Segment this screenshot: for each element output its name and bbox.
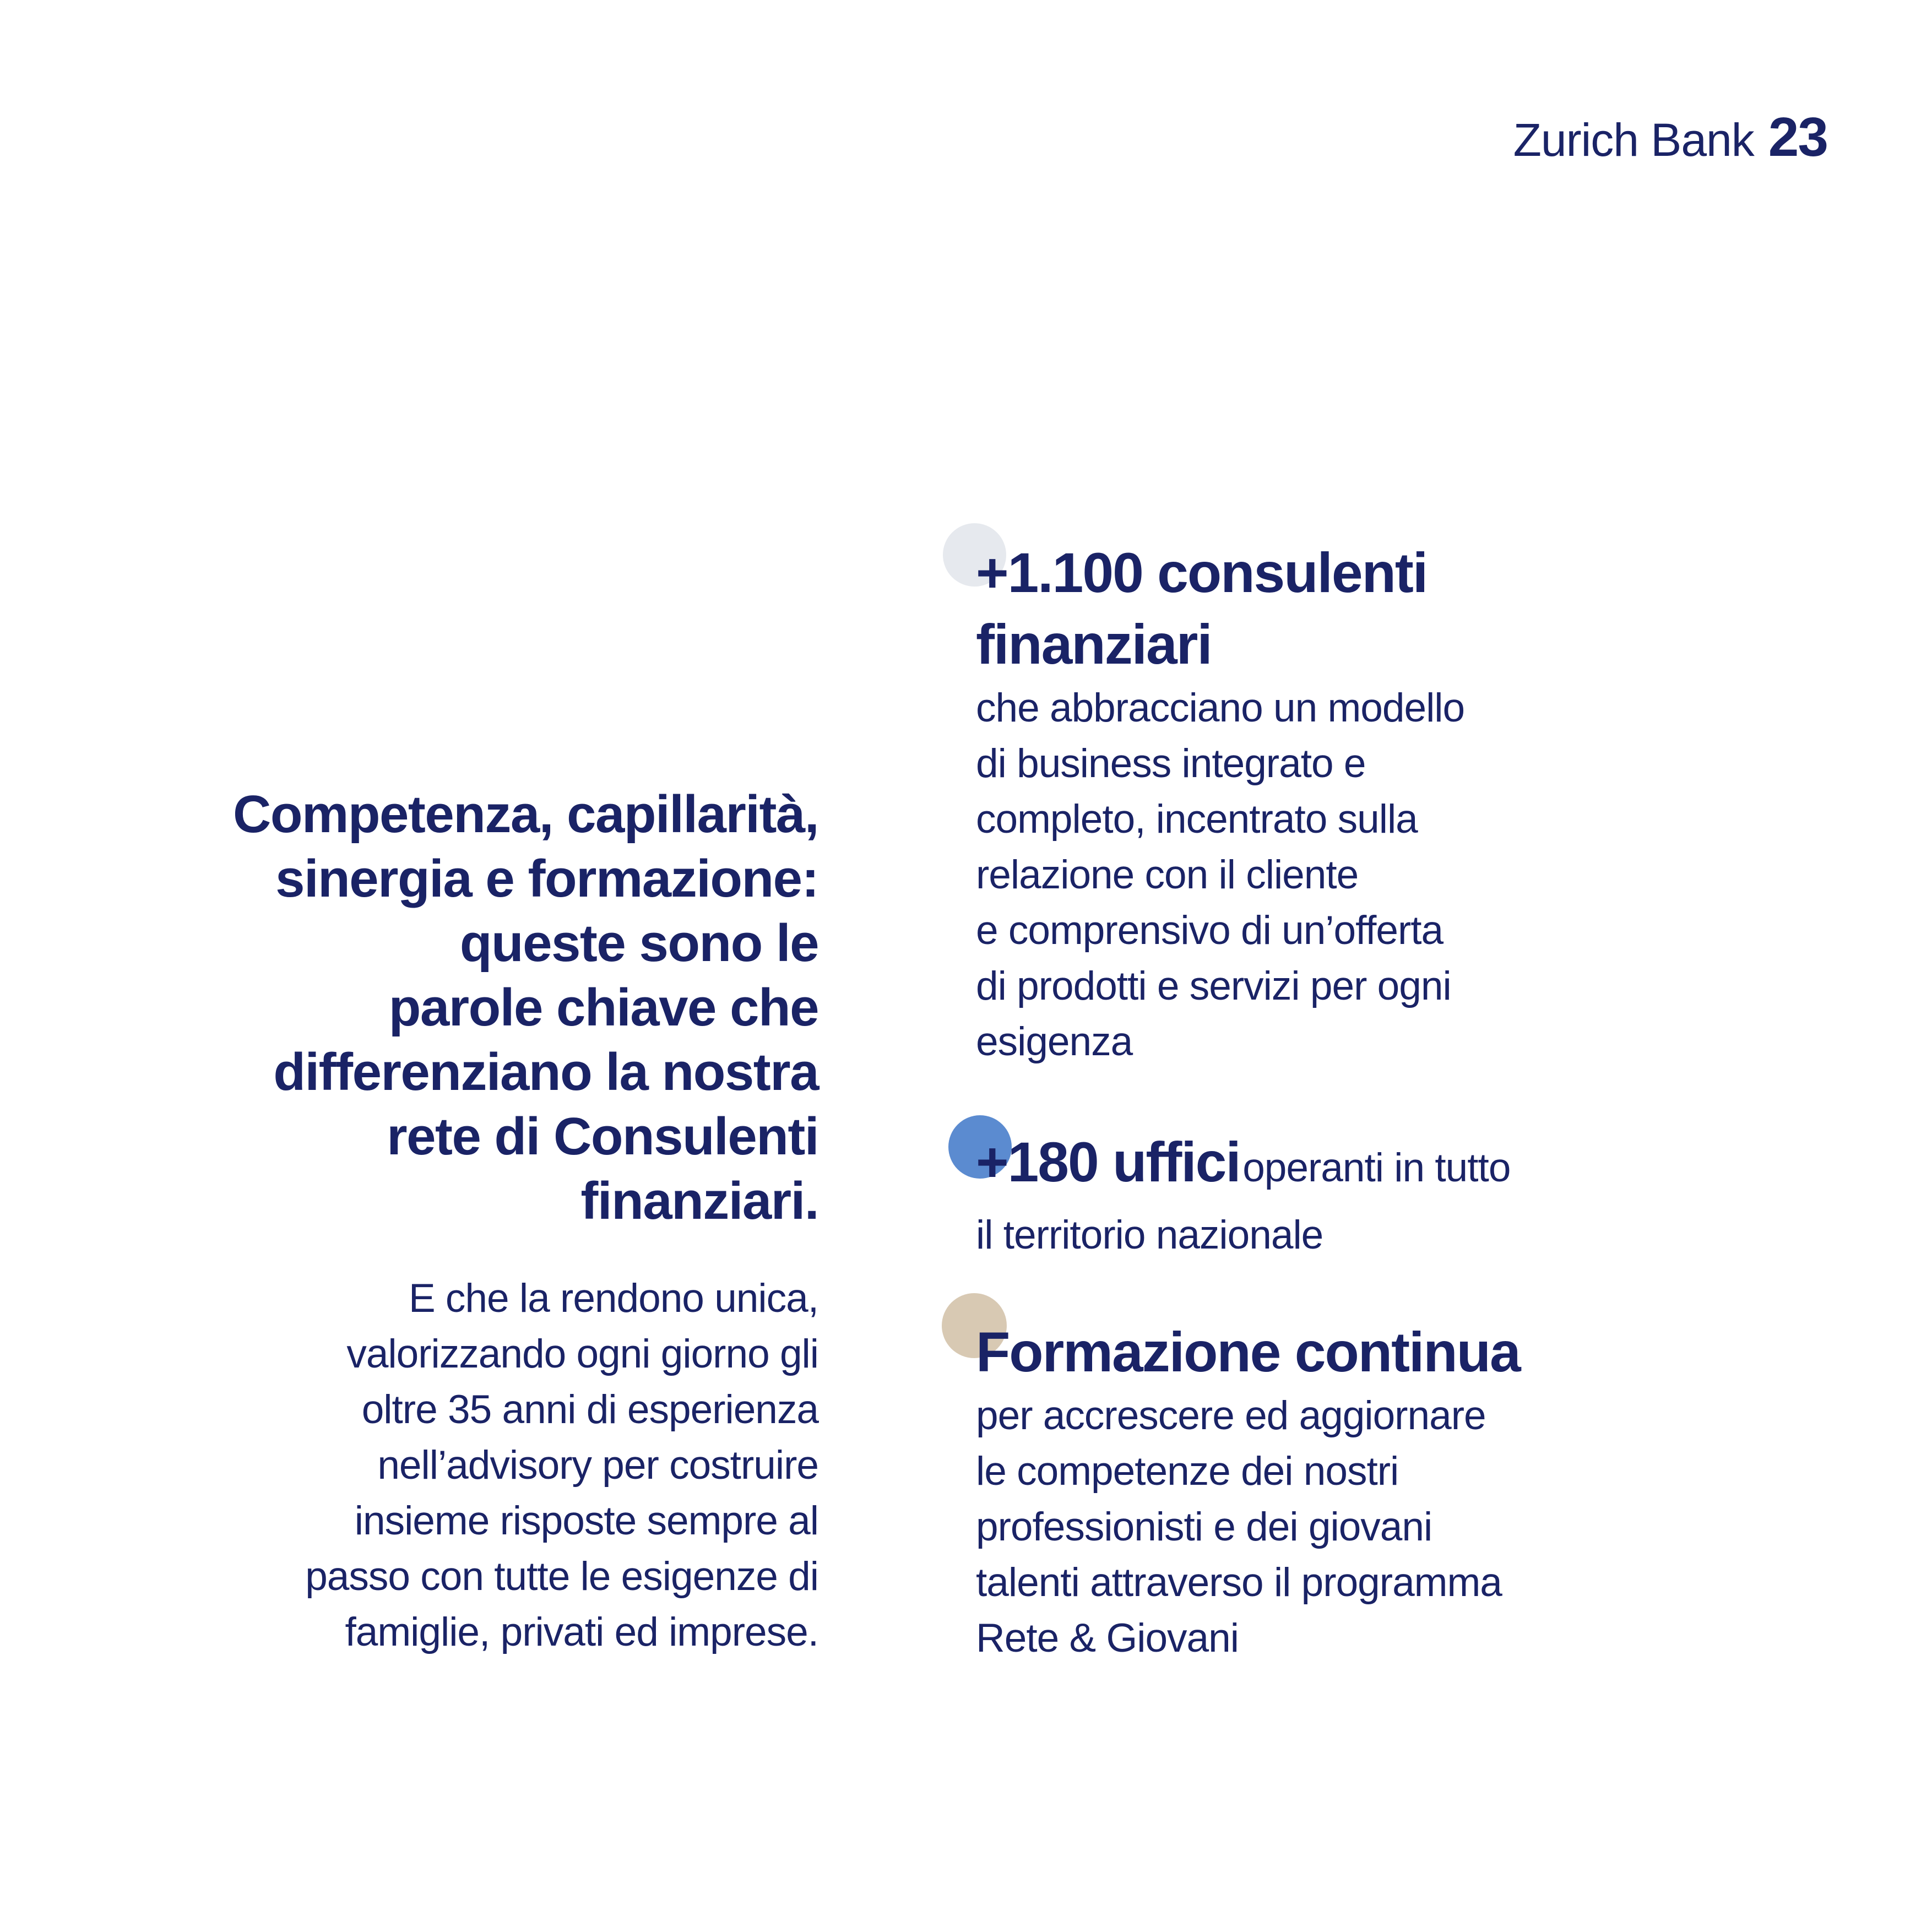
stat-description (976, 1388, 1747, 1666)
intro-body-line: nell’advisory per costruire (377, 1443, 818, 1488)
intro-heading-line: differenziano la nostra (273, 1043, 818, 1101)
stat-description (976, 680, 1747, 1070)
intro-body-line: valorizzando ogni giorno gli (346, 1332, 818, 1376)
stat-title (976, 537, 1747, 680)
intro-body-line: famiglie, privati ed imprese. (345, 1610, 818, 1654)
intro-heading-line: finanziari. (580, 1171, 818, 1230)
stat-title-line (976, 1126, 1747, 1215)
stat-consultants (976, 537, 1747, 1070)
stat-offices (976, 1126, 1747, 1263)
intro-heading-line: rete di Consulenti (387, 1107, 818, 1166)
stat-description-line: il territorio nazionale (976, 1213, 1323, 1257)
intro-body-line: oltre 35 anni di esperienza (361, 1387, 818, 1432)
stat-description-line: relazione con il cliente (976, 853, 1359, 897)
stat-title-line: Formazione continua (976, 1321, 1520, 1383)
intro-body-line: E che la rendono unica, (408, 1276, 818, 1321)
stat-title-line: finanziari (976, 613, 1212, 676)
stat-title-line: +1.100 consulenti (976, 541, 1428, 604)
stat-title (976, 1316, 1747, 1388)
intro-body-line: insieme risposte sempre al (354, 1499, 818, 1543)
stat-description-line: le competenze dei nostri (976, 1449, 1399, 1494)
stat-description-line: di business integrato e (976, 741, 1366, 786)
stat-description-line: talenti attraverso il programma (976, 1560, 1502, 1605)
page-number: 23 (1768, 106, 1827, 168)
stat-description-line: completo, incentrato sulla (976, 797, 1418, 842)
stat-description-line: per accrescere ed aggiornare (976, 1393, 1486, 1438)
stat-description-line: di prodotti e servizi per ogni (976, 964, 1451, 1008)
intro-section (165, 782, 818, 1660)
stat-description-line: Rete & Giovani (976, 1616, 1239, 1660)
stat-description-line: esigenza (976, 1019, 1133, 1064)
stat-title: +180 uffici (976, 1131, 1240, 1193)
intro-heading-line: Competenza, capillarità, (233, 785, 818, 844)
stat-description-inline: operanti in tutto (1242, 1146, 1511, 1190)
stat-training (976, 1316, 1747, 1666)
intro-body (165, 1271, 818, 1660)
intro-heading (165, 782, 818, 1233)
page-header (1513, 106, 1827, 169)
intro-heading-line: queste sono le (459, 914, 818, 973)
stat-description-line: che abbracciano un modello (976, 686, 1465, 730)
intro-heading-line: sinergia e formazione: (275, 849, 818, 908)
brand-name: Zurich Bank (1513, 114, 1754, 166)
intro-body-line: passo con tutte le esigenze di (305, 1554, 818, 1599)
intro-heading-line: parole chiave che (388, 978, 818, 1037)
stat-description (976, 1207, 1747, 1263)
stat-description-line: e comprensivo di un’offerta (976, 908, 1443, 953)
stat-description-line: professionisti e dei giovani (976, 1505, 1432, 1549)
